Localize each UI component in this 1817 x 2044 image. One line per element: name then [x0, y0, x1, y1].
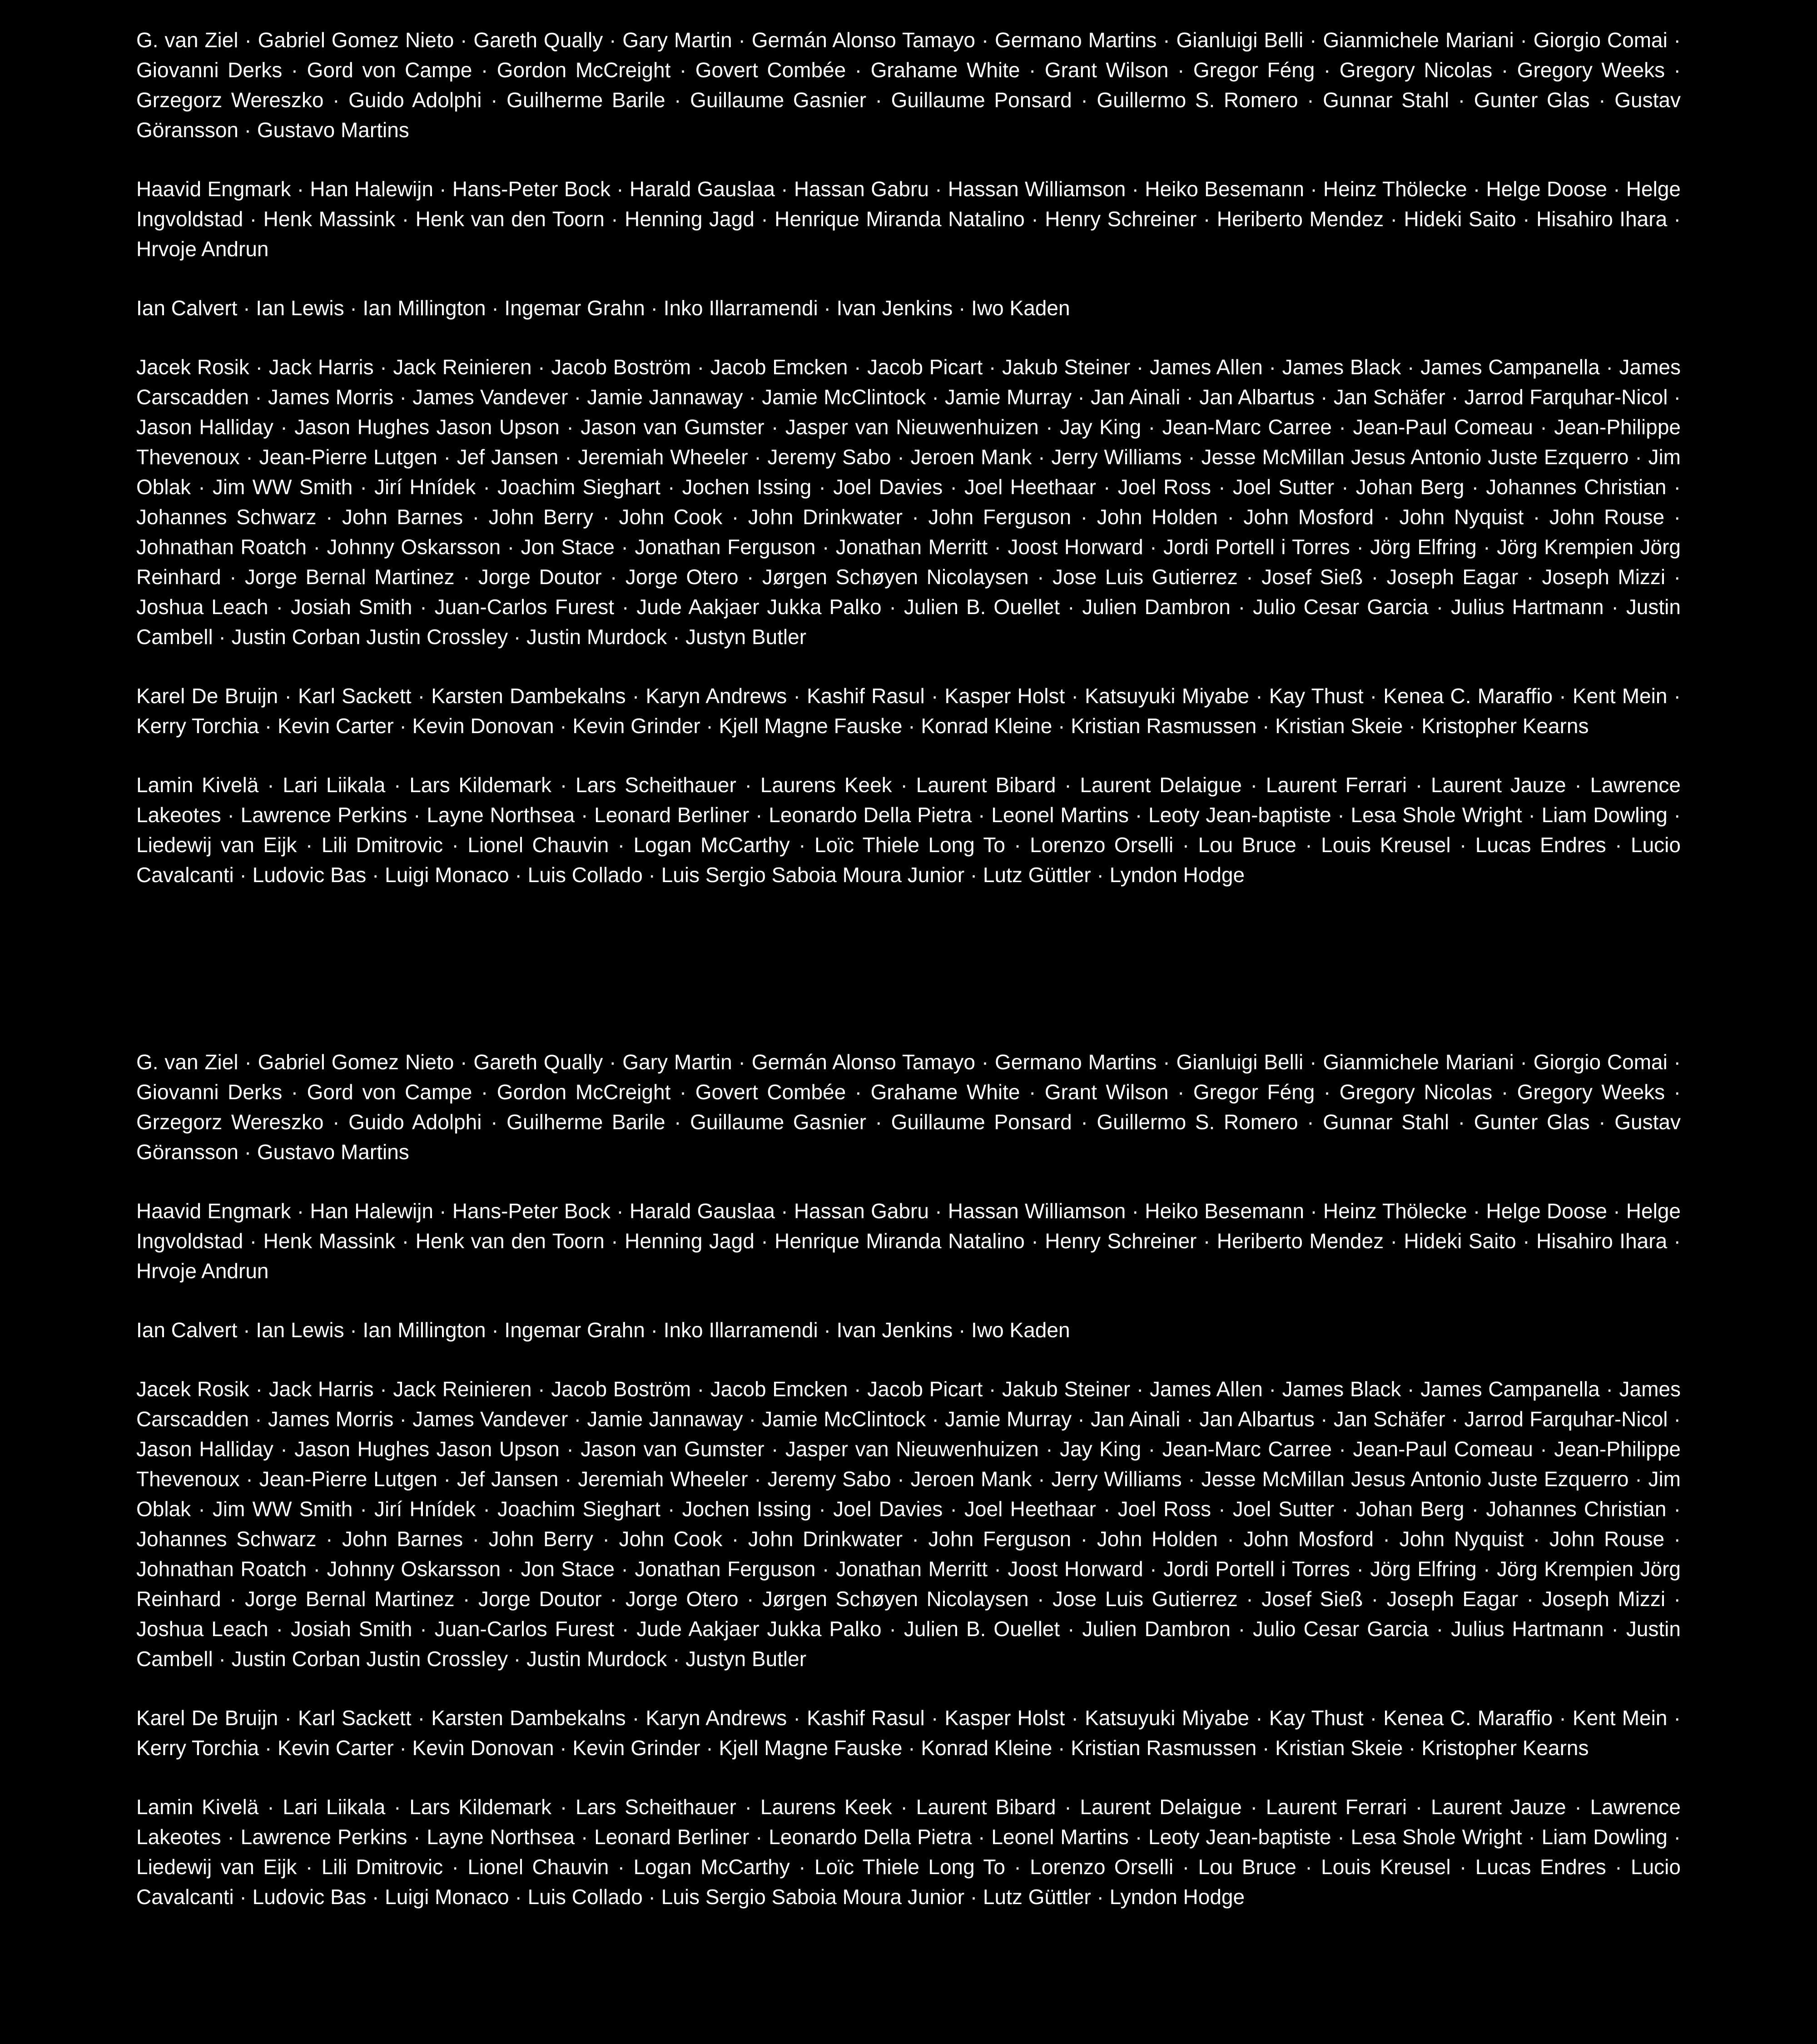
credits-paragraph: Karel De Bruijn · Karl Sackett · Karsten Dambekalns · Karyn Andrews · Kashif Rasul · Kasper Holst · Katsuyuki Miyabe · Kay Thust · Kenea C. Maraffio · Kent Mein · Kerry Torchia · Kevin Carter · Kevin Donovan · Kevin Grinder · Kjell Magne Fauske · Konrad Kleine · Kristian Rasmussen · Kristian Skeie · Kristopher Kearns: [136, 684, 1681, 738]
credits-paragraph: G. van Ziel · Gabriel Gomez Nieto · Gareth Qually · Gary Martin · Germán Alonso Tamayo · Germano Martins · Gianluigi Belli · Gianmichele Mariani · Giorgio Comai · Giovanni Derks · Gord von Campe · Gordon McCreight · Govert Combée · Grahame White · Grant Wilson · Gregor Féng · Gregory Nicolas · Gregory Weeks · Grzegorz Wereszko · Guido Adolphi · Guilherme Barile · Guillaume Gasnier · Guillaume Ponsard · Guillermo S. Romero · Gunnar Stahl · Gunter Glas · Gustav Göransson · Gustavo Martins: [136, 28, 1681, 142]
credits-paragraph: Haavid Engmark · Han Halewijn · Hans-Peter Bock · Harald Gauslaa · Hassan Gabru · Hassan Williamson · Heiko Besemann · Heinz Thölecke · Helge Doose · Helge Ingvoldstad · Henk Massink · Henk van den Toorn · Henning Jagd · Henrique Miranda Natalino · Henry Schreiner · Heriberto Mendez · Hideki Saito · Hisahiro Ihara · Hrvoje Andrun: [136, 1199, 1681, 1283]
credits-paragraph: Jacek Rosik · Jack Harris · Jack Reinieren · Jacob Boström · Jacob Emcken · Jacob Picart · Jakub Steiner · James Allen · James Black · James Campanella · James Carscadden · James Morris · James Vandever · Jamie Jannaway · Jamie McClintock · Jamie Murray · Jan Ainali · Jan Albartus · Jan Schäfer · Jarrod Farquhar-Nicol · Jason Halliday · Jason Hughes Jason Upson · Jason van Gumster · Jasper van Nieuwenhuizen · Jay King · Jean-Marc Carree · Jean-Paul Comeau · Jean-Philippe Thevenoux · Jean-Pierre Lutgen · Jef Jansen · Jeremiah Wheeler · Jeremy Sabo · Jeroen Mank · Jerry Williams · Jesse McMillan Jesus Antonio Juste Ezquerro · Jim Oblak · Jim WW Smith · Jirí Hnídek · Joachim Sieghart · Jochen Issing · Joel Davies · Joel Heethaar · Joel Ross · Joel Sutter · Johan Berg · Johannes Christian · Johannes Schwarz · John Barnes · John Berry · John Cook · John Drinkwater · John Ferguson · John Holden · John Mosford · John Nyquist · John Rouse · Johnathan Roatch · Johnny Oskarsson · Jon Stace · Jonathan Ferguson · Jonathan Merritt · Joost Horward · Jordi Portell i Torres · Jörg Elfring · Jörg Krempien Jörg Reinhard · Jorge Bernal Martinez · Jorge Doutor · Jorge Otero · Jørgen Schøyen Nicolaysen · Jose Luis Gutierrez · Josef Sieß · Joseph Eagar · Joseph Mizzi · Joshua Leach · Josiah Smith · Juan-Carlos Furest · Jude Aakjaer Jukka Palko · Julien B. Ouellet · Julien Dambron · Julio Cesar Garcia · Julius Hartmann · Justin Cambell · Justin Corban Justin Crossley · Justin Murdock · Justyn Butler: [136, 355, 1681, 649]
credits-paragraph: Lamin Kivelä · Lari Liikala · Lars Kildemark · Lars Scheithauer · Laurens Keek · Laurent Bibard · Laurent Delaigue · Laurent Ferrari · Laurent Jauze · Lawrence Lakeotes · Lawrence Perkins · Layne Northsea · Leonard Berliner · Leonardo Della Pietra · Leonel Martins · Leoty Jean-baptiste · Lesa Shole Wright · Liam Dowling · Liedewij van Eijk · Lili Dmitrovic · Lionel Chauvin · Logan McCarthy · Loïc Thiele Long To · Lorenzo Orselli · Lou Bruce · Louis Kreusel · Lucas Endres · Lucio Cavalcanti · Ludovic Bas · Luigi Monaco · Luis Collado · Luis Sergio Saboia Moura Junior · Lutz Güttler · Lyndon Hodge: [136, 773, 1681, 887]
credits-viewport-bottom: [0, 1022, 1817, 2044]
credits-paragraph: Ian Calvert · Ian Lewis · Ian Millington · Ingemar Grahn · Inko Illarramendi · Ivan Jenkins · Iwo Kaden: [136, 1318, 1070, 1342]
credits-paragraph: G. van Ziel · Gabriel Gomez Nieto · Gareth Qually · Gary Martin · Germán Alonso Tamayo · Germano Martins · Gianluigi Belli · Gianmichele Mariani · Giorgio Comai · Giovanni Derks · Gord von Campe · Gordon McCreight · Govert Combée · Grahame White · Grant Wilson · Gregor Féng · Gregory Nicolas · Gregory Weeks · Grzegorz Wereszko · Guido Adolphi · Guilherme Barile · Guillaume Gasnier · Guillaume Ponsard · Guillermo S. Romero · Gunnar Stahl · Gunter Glas · Gustav Göransson · Gustavo Martins: [136, 1050, 1681, 1164]
credits-paragraph: Karel De Bruijn · Karl Sackett · Karsten Dambekalns · Karyn Andrews · Kashif Rasul · Kasper Holst · Katsuyuki Miyabe · Kay Thust · Kenea C. Maraffio · Kent Mein · Kerry Torchia · Kevin Carter · Kevin Donovan · Kevin Grinder · Kjell Magne Fauske · Konrad Kleine · Kristian Rasmussen · Kristian Skeie · Kristopher Kearns: [136, 1706, 1681, 1760]
credits-paragraph: Lamin Kivelä · Lari Liikala · Lars Kildemark · Lars Scheithauer · Laurens Keek · Laurent Bibard · Laurent Delaigue · Laurent Ferrari · Laurent Jauze · Lawrence Lakeotes · Lawrence Perkins · Layne Northsea · Leonard Berliner · Leonardo Della Pietra · Leonel Martins · Leoty Jean-baptiste · Lesa Shole Wright · Liam Dowling · Liedewij van Eijk · Lili Dmitrovic · Lionel Chauvin · Logan McCarthy · Loïc Thiele Long To · Lorenzo Orselli · Lou Bruce · Louis Kreusel · Lucas Endres · Lucio Cavalcanti · Ludovic Bas · Luigi Monaco · Luis Collado · Luis Sergio Saboia Moura Junior · Lutz Güttler · Lyndon Hodge: [136, 1795, 1681, 1909]
credits-paragraph: Ian Calvert · Ian Lewis · Ian Millington · Ingemar Grahn · Inko Illarramendi · Ivan Jenkins · Iwo Kaden: [136, 296, 1070, 320]
credits-paragraph: Haavid Engmark · Han Halewijn · Hans-Peter Bock · Harald Gauslaa · Hassan Gabru · Hassan Williamson · Heiko Besemann · Heinz Thölecke · Helge Doose · Helge Ingvoldstad · Henk Massink · Henk van den Toorn · Henning Jagd · Henrique Miranda Natalino · Henry Schreiner · Heriberto Mendez · Hideki Saito · Hisahiro Ihara · Hrvoje Andrun: [136, 177, 1681, 261]
credits-paragraph: Jacek Rosik · Jack Harris · Jack Reinieren · Jacob Boström · Jacob Emcken · Jacob Picart · Jakub Steiner · James Allen · James Black · James Campanella · James Carscadden · James Morris · James Vandever · Jamie Jannaway · Jamie McClintock · Jamie Murray · Jan Ainali · Jan Albartus · Jan Schäfer · Jarrod Farquhar-Nicol · Jason Halliday · Jason Hughes Jason Upson · Jason van Gumster · Jasper van Nieuwenhuizen · Jay King · Jean-Marc Carree · Jean-Paul Comeau · Jean-Philippe Thevenoux · Jean-Pierre Lutgen · Jef Jansen · Jeremiah Wheeler · Jeremy Sabo · Jeroen Mank · Jerry Williams · Jesse McMillan Jesus Antonio Juste Ezquerro · Jim Oblak · Jim WW Smith · Jirí Hnídek · Joachim Sieghart · Jochen Issing · Joel Davies · Joel Heethaar · Joel Ross · Joel Sutter · Johan Berg · Johannes Christian · Johannes Schwarz · John Barnes · John Berry · John Cook · John Drinkwater · John Ferguson · John Holden · John Mosford · John Nyquist · John Rouse · Johnathan Roatch · Johnny Oskarsson · Jon Stace · Jonathan Ferguson · Jonathan Merritt · Joost Horward · Jordi Portell i Torres · Jörg Elfring · Jörg Krempien Jörg Reinhard · Jorge Bernal Martinez · Jorge Doutor · Jorge Otero · Jørgen Schøyen Nicolaysen · Jose Luis Gutierrez · Josef Sieß · Joseph Eagar · Joseph Mizzi · Joshua Leach · Josiah Smith · Juan-Carlos Furest · Jude Aakjaer Jukka Palko · Julien B. Ouellet · Julien Dambron · Julio Cesar Garcia · Julius Hartmann · Justin Cambell · Justin Corban Justin Crossley · Justin Murdock · Justyn Butler: [136, 1377, 1681, 1671]
